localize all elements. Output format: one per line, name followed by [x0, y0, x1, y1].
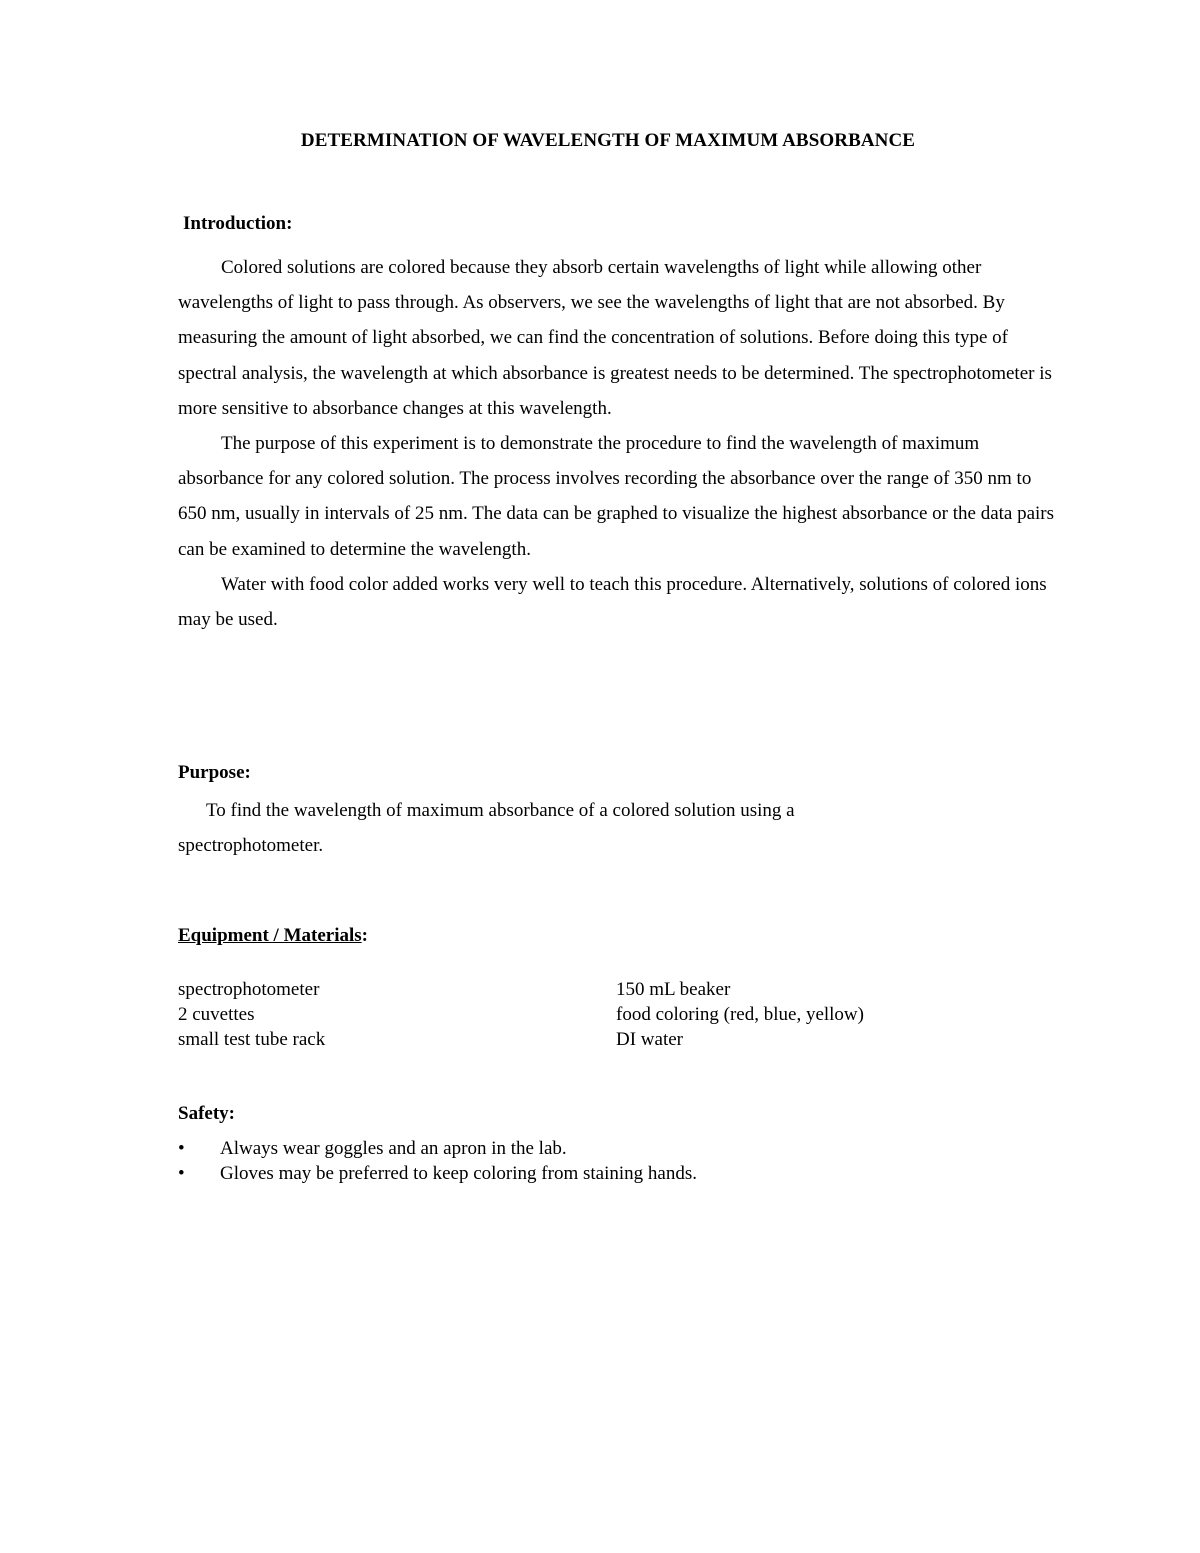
bullet-icon: •	[178, 1138, 185, 1159]
introduction-paragraph: The purpose of this experiment is to demonstrate the procedure to find the wavelength of maximum absorbance for any colored solution. The process involves recording the absorbance over the range of 350 nm to 650 nm, usually in intervals of 25 nm. The data can be graphed to visualize the highest absorbance or the data pairs can be examined to determine the wavelength.	[178, 433, 1055, 560]
equipment-item: DI water	[616, 1029, 683, 1050]
equipment-heading	[178, 925, 368, 947]
equipment-item: food coloring (red, blue, yellow)	[616, 1004, 864, 1025]
introduction-paragraph: Colored solutions are colored because they absorb certain wavelengths of light while allowing other wavelengths of light to pass through. As observers, we see the wavelengths of light that are not absorbed. By measuring the amount of light absorbed, we can find the concentration of solutions. Before doing this type of spectral analysis, the wavelength at which absorbance is greatest needs to be determined. The spectrophotometer is more sensitive to absorbance changes at this wavelength.	[178, 257, 1052, 419]
safety-item	[178, 1136, 697, 1161]
equipment-item: spectrophotometer	[178, 979, 320, 1000]
introduction-body	[178, 250, 1058, 637]
equipment-item: small test tube rack	[178, 1029, 326, 1050]
document-title: DETERMINATION OF WAVELENGTH OF MAXIMUM ABSORBANCE	[300, 130, 916, 151]
equipment-item: 150 mL beaker	[616, 979, 731, 1000]
safety-item-text: Always wear goggles and an apron in the lab.	[220, 1138, 567, 1159]
equipment-heading-colon: :	[361, 925, 368, 946]
safety-item-text: Gloves may be preferred to keep coloring from staining hands.	[220, 1163, 697, 1184]
purpose-text: To find the wavelength of maximum absorbance of a colored solution using a spectrophotometer.	[178, 800, 795, 856]
purpose-heading: Purpose:	[178, 762, 251, 783]
equipment-list-left	[178, 977, 325, 1052]
equipment-list-right	[616, 977, 864, 1052]
introduction-heading: Introduction:	[183, 213, 293, 234]
introduction-paragraph: Water with food color added works very well to teach this procedure. Alternatively, solutions of colored ions may be used.	[178, 573, 1047, 631]
bullet-icon: •	[178, 1163, 185, 1184]
equipment-heading-label: Equipment / Materials	[178, 925, 362, 946]
equipment-item: 2 cuvettes	[178, 1004, 255, 1025]
safety-list	[178, 1136, 697, 1186]
safety-item	[178, 1161, 697, 1186]
safety-heading: Safety:	[178, 1103, 235, 1124]
